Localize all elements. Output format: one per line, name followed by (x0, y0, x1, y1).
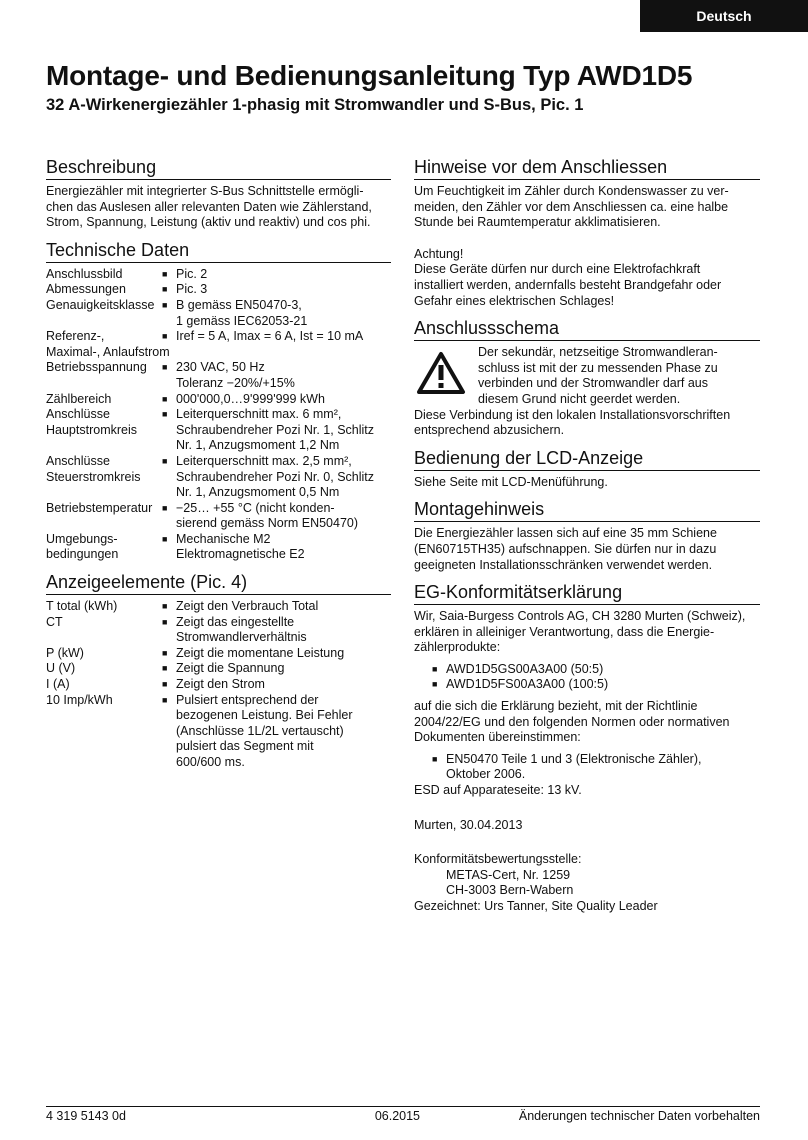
table-row: I (A) ■ Zeigt den Strom (46, 677, 265, 692)
table-row: U (V) ■ Zeigt die Spannung (46, 661, 285, 676)
bullet-icon: ■ (432, 679, 438, 690)
table-row: Anschlüsse Steuerstromkreis ■ Leiterquerschnitt max. 2,5 mm², Schraubendreher Pozi Nr. 0, Schlitz Nr. 1, Anzugsmoment 0,5 Nm (46, 453, 375, 500)
page-footer (46, 1106, 760, 1123)
bullet-icon: ■ (432, 753, 438, 764)
list-item: ■ AWD1D5FS00A3A00 (100:5) (432, 677, 609, 692)
konformitaet-intro: Wir, Saia-Burgess Controls AG, CH 3280 Murten (Schweiz), erklären in alleiniger Verantwortung, dass die Energie- zählerprodukte: (414, 609, 746, 655)
section-heading-lcd: Bedienung der LCD-Anzeige (414, 447, 760, 471)
left-column (46, 156, 391, 771)
doc-date: 06.2015 (374, 1109, 420, 1123)
bullet-icon: ■ (162, 663, 168, 674)
bullet-icon: ■ (162, 393, 168, 404)
section-heading-konformitaet: EG-Konformitätserklärung (414, 581, 760, 605)
warning-text: Der sekundär, netzseitige Stromwandleran- schluss ist mit der zu messenden Phase zu verbinden und der Stromwandler darf aus diesem Grund nicht geerdet werden. (478, 345, 718, 406)
table-row: Zählbereich ■ 000'000,0…9'999'999 kWh (46, 391, 325, 406)
bullet-icon: ■ (162, 362, 168, 373)
technische-daten-table (46, 267, 391, 563)
table-row: CT ■ Zeigt das eingestellte Stromwandlerverhältnis (46, 614, 307, 645)
section-heading-technische-daten: Technische Daten (46, 239, 391, 263)
bullet-icon: ■ (162, 409, 168, 420)
section-heading-anschlussschema: Anschlussschema (414, 317, 760, 341)
section-heading-montagehinweis: Montagehinweis (414, 498, 760, 522)
page-subtitle: 32 A-Wirkenergiezähler 1-phasig mit Stromwandler und S-Bus, Pic. 1 (46, 96, 584, 114)
table-row: 10 Imp/kWh ■ Pulsiert entsprechend der bezogenen Leistung. Bei Fehler (Anschlüsse 1L/2L vertauscht) pulsiert das Segment mit 600/600 ms. (46, 692, 353, 769)
table-row: Genauigkeitsklasse ■ B gemäss EN50470-3, 1 gemäss IEC62053-21 (46, 297, 308, 328)
page-title: Montage- und Bedienungsanleitung Typ AWD1D5 (46, 60, 693, 91)
table-row: T total (kWh) ■ Zeigt den Verbrauch Total (46, 599, 319, 614)
section-heading-hinweise: Hinweise vor dem Anschliessen (414, 156, 760, 180)
table-row: Anschlüsse Hauptstromkreis ■ Leiterquerschnitt max. 6 mm², Schraubendreher Pozi Nr. 1, Schlitz Nr. 1, Anzugsmoment 1,2 Nm (46, 407, 375, 453)
bullet-icon: ■ (162, 455, 168, 466)
list-item: ■ AWD1D5GS00A3A00 (50:5) (432, 661, 604, 676)
right-column (414, 156, 760, 915)
bullet-icon: ■ (162, 616, 168, 627)
language-tab: Deutsch (640, 0, 808, 32)
list-item: ■ EN50470 Teile 1 und 3 (Elektronische Zähler), Oktober 2006. (432, 751, 702, 782)
montagehinweis-text: Die Energiezähler lassen sich auf eine 35 mm Schiene (EN60715TH35) aufschnappen. Sie dürfen nur in dazu geeigneten Installationsschränken verwendet werden. (414, 526, 717, 572)
konformitaet-middle: auf die sich die Erklärung bezieht, mit der Richtlinie 2004/22/EG und den folgenden Normen oder normativen Dokumenten übereinstimmen: (414, 699, 730, 745)
achtung-text: Achtung! Diese Geräte dürfen nur durch eine Elektrofachkraft installiert werden, andernfalls besteht Brandgefahr oder Gefahr eines elektrischen Schlages! (414, 246, 722, 308)
product-list (414, 662, 760, 693)
bullet-icon: ■ (432, 663, 438, 674)
bullet-icon: ■ (162, 647, 168, 658)
table-row: Anschlussbild ■ Pic. 2 (46, 266, 208, 281)
beschreibung-text: Energiezähler mit integrierter S-Bus Schnittstelle ermögli- chen das Auslesen aller relevanten Daten wie Zählerstand, Strom, Spannung, Leistung (aktiv und reaktiv) und cos phi. (46, 184, 372, 230)
bullet-icon: ■ (162, 694, 168, 705)
bullet-icon: ■ (162, 533, 168, 544)
warning-block (414, 345, 760, 407)
table-row: Umgebungs- bedingungen ■ Mechanische M2 Elektromagnetische E2 (46, 531, 305, 562)
lcd-text: Siehe Seite mit LCD-Menüführung. (414, 474, 608, 489)
bullet-icon: ■ (162, 331, 168, 342)
norm-list (414, 752, 760, 783)
bullet-icon: ■ (162, 299, 168, 310)
hinweise-text: Um Feuchtigkeit im Zähler durch Kondenswasser zu ver- meiden, den Zähler vor dem Anschliessen ca. eine halbe Stunde bei Raumtemperatur akklimatisieren. (414, 184, 729, 230)
konformitaet-body: Konformitätsbewertungsstelle: METAS-Cert, Nr. 1259 CH-3003 Bern-Wabern Gezeichnet: Urs Tanner, Site Quality Leader (414, 852, 658, 913)
table-row: Referenz-, Maximal-, Anlaufstrom ■ Iref = 5 A, Imax = 6 A, Ist = 10 mA (46, 329, 364, 359)
place-date: Murten, 30.04.2013 (414, 817, 523, 832)
section-heading-anzeigeelemente: Anzeigeelemente (Pic. 4) (46, 571, 391, 595)
bullet-icon: ■ (162, 502, 168, 513)
section-heading-beschreibung: Beschreibung (46, 156, 391, 180)
esd-text: ESD auf Apparateseite: 13 kV. (414, 783, 582, 798)
warning-triangle-icon (414, 345, 474, 407)
anzeigeelemente-table (46, 599, 391, 771)
bullet-icon: ■ (162, 268, 168, 279)
anschlussschema-text: Diese Verbindung ist den lokalen Installationsvorschriften entsprechend abzusichern. (414, 407, 731, 438)
bullet-icon: ■ (162, 601, 168, 612)
table-row: P (kW) ■ Zeigt die momentane Leistung (46, 645, 345, 660)
bullet-icon: ■ (162, 284, 168, 295)
table-row: Abmessungen ■ Pic. 3 (46, 282, 208, 297)
table-row: Betriebstemperatur ■ −25… +55 °C (nicht konden- sierend gemäss Norm EN50470) (46, 500, 359, 531)
footer-note: Änderungen technischer Daten vorbehalten (518, 1109, 760, 1123)
doc-number: 4 319 5143 0d (46, 1109, 126, 1123)
table-row: Betriebsspannung ■ 230 VAC, 50 Hz Toleranz −20%/+15% (46, 360, 295, 390)
bullet-icon: ■ (162, 679, 168, 690)
